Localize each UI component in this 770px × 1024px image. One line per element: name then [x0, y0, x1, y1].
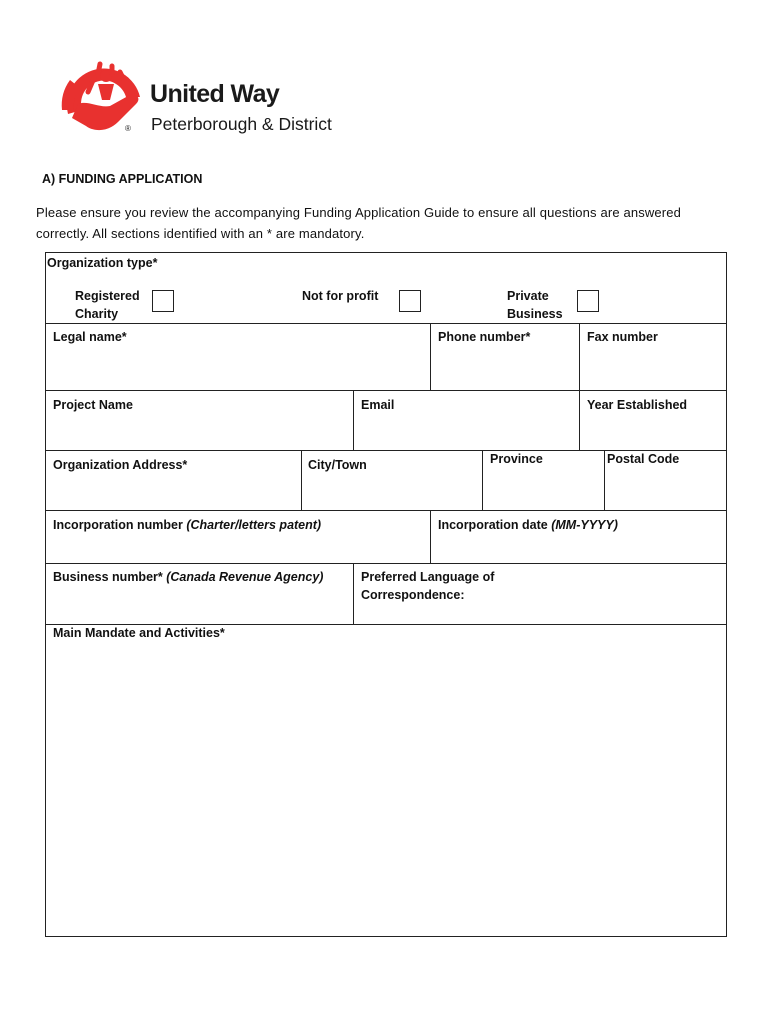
- section-title: A) FUNDING APPLICATION: [42, 172, 203, 186]
- registered-mark: ®: [125, 124, 131, 133]
- intro-text: Please ensure you review the accompanying Funding Application Guide to ensure all questions are answered correctly. All sections identified with an * are mandatory.: [36, 205, 682, 241]
- incorporation-date-field[interactable]: [432, 536, 724, 561]
- year-established-field[interactable]: [581, 414, 724, 448]
- project-name-label: Project Name: [53, 398, 133, 412]
- city-town-field[interactable]: [303, 474, 480, 508]
- mandate-field[interactable]: [47, 646, 724, 934]
- united-way-hand-icon: [58, 52, 148, 142]
- private-business-checkbox[interactable]: [577, 290, 599, 312]
- province-label: Province: [490, 452, 543, 466]
- city-town-label: City/Town: [308, 458, 367, 472]
- project-name-field[interactable]: [47, 414, 351, 448]
- preferred-language-field[interactable]: [480, 590, 724, 622]
- phone-number-label: Phone number*: [438, 330, 531, 344]
- incorporation-number-label: Incorporation number (Charter/letters patent): [53, 518, 322, 532]
- legal-name-field[interactable]: [47, 346, 428, 388]
- incorporation-date-label: Incorporation date (MM-YYYY): [438, 518, 618, 532]
- fax-number-field[interactable]: [581, 346, 724, 388]
- preferred-language-label: Preferred Language of Correspondence:: [361, 570, 495, 602]
- business-number-field[interactable]: [47, 590, 351, 622]
- org-type-option-label: Not for profit: [302, 289, 379, 303]
- province-field[interactable]: [484, 470, 602, 508]
- registered-charity-checkbox[interactable]: [152, 290, 174, 312]
- email-field[interactable]: [355, 414, 577, 448]
- business-number-label: Business number* (Canada Revenue Agency): [53, 570, 324, 584]
- org-address-field[interactable]: [47, 474, 299, 508]
- phone-number-field[interactable]: [432, 346, 577, 388]
- org-type-option-label: Private Business: [507, 289, 563, 321]
- incorporation-date-hint: (MM-YYYY): [551, 518, 618, 532]
- legal-name-label: Legal name*: [53, 330, 127, 344]
- year-established-label: Year Established: [587, 398, 688, 412]
- incorporation-number-field[interactable]: [47, 536, 428, 561]
- incorporation-number-hint: (Charter/letters patent): [186, 518, 322, 532]
- brand-name: United Way: [150, 80, 280, 108]
- postal-code-field[interactable]: [606, 470, 724, 508]
- email-label: Email: [361, 398, 395, 412]
- org-type-option-label: Registered Charity: [75, 289, 140, 321]
- postal-code-label: Postal Code: [607, 452, 680, 466]
- org-address-label: Organization Address*: [53, 458, 188, 472]
- org-type-label: Organization type*: [47, 256, 158, 270]
- mandate-label: Main Mandate and Activities*: [53, 626, 225, 640]
- fax-number-label: Fax number: [587, 330, 658, 344]
- business-number-hint: (Canada Revenue Agency): [166, 570, 324, 584]
- brand-region: Peterborough & District: [151, 114, 332, 134]
- not-for-profit-checkbox[interactable]: [399, 290, 421, 312]
